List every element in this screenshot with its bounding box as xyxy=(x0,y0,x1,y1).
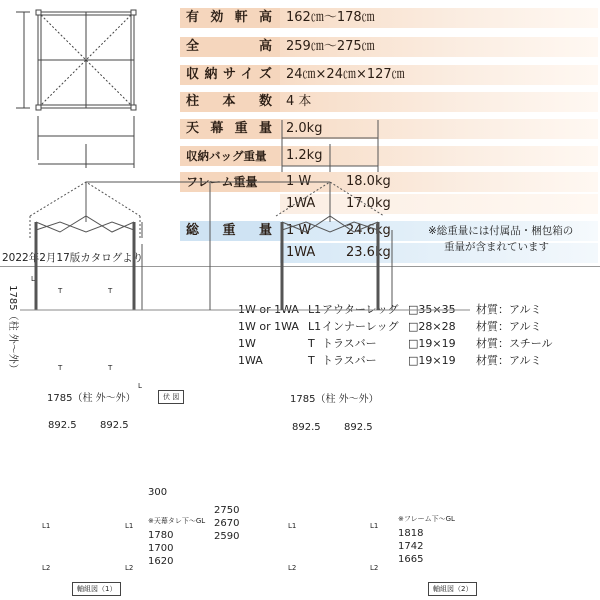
part-material: 材質：アルミ xyxy=(476,303,542,316)
truss-label: T xyxy=(108,364,113,372)
part-code: T xyxy=(308,337,315,350)
leg-label: L1 xyxy=(288,522,297,530)
part-size: □35×35 xyxy=(408,303,456,316)
plan-dim-side: 1785（柱 外〜外） xyxy=(6,285,18,374)
part-material: 材質：スチール xyxy=(476,337,553,350)
spec-value: 24㎝×24㎝×127㎝ xyxy=(280,65,598,85)
plan-tag: 伏 図 xyxy=(158,390,184,404)
total-height: 2670 xyxy=(214,518,240,529)
weight-value: 17.0kg xyxy=(346,196,391,211)
leg-label: L xyxy=(31,275,35,283)
part-code: L1 xyxy=(308,320,322,333)
spec-label: 有効軒高 xyxy=(180,8,280,28)
elev2-height: 1742 xyxy=(398,541,424,552)
leg-label: L1 xyxy=(125,522,134,530)
part-row xyxy=(238,352,542,368)
total-height: 2750 xyxy=(214,505,240,516)
part-model: 1WA xyxy=(238,354,263,367)
weight-value: 23.6kg xyxy=(346,245,391,260)
leg-corner xyxy=(131,10,136,15)
elev2-dim-half: 892.5 xyxy=(292,422,321,433)
truss-label: T xyxy=(108,287,113,295)
spec-label: 全高 xyxy=(180,37,280,57)
leg-corner xyxy=(36,10,41,15)
part-material: 材質：アルミ xyxy=(476,320,542,333)
weight-model: 1 W xyxy=(286,174,312,189)
spec-label: 総重量 xyxy=(180,221,280,241)
elev2-dim-half: 892.5 xyxy=(344,422,373,433)
weight-value: 18.0kg xyxy=(346,174,391,189)
elev1-height: 1620 xyxy=(148,556,174,567)
spec-label: 収納バッグ重量 xyxy=(180,146,280,166)
leg-label: L1 xyxy=(42,522,51,530)
part-code: L1 xyxy=(308,303,322,316)
weight-model: 1WA xyxy=(286,245,316,260)
plan-view xyxy=(16,10,136,168)
spec-label: フレーム重量 xyxy=(180,172,280,192)
elev2-dim-top: 1785（柱 外〜外） xyxy=(290,394,379,405)
elev2-height: 1665 xyxy=(398,554,424,565)
part-name: トラスバー xyxy=(322,337,377,350)
truss-label: T xyxy=(58,287,63,295)
elevation-1 xyxy=(20,182,470,310)
part-name: インナーレッグ xyxy=(322,320,399,333)
elev1-note: ※天幕タレ下〜GL xyxy=(148,517,206,525)
part-size: □19×19 xyxy=(408,354,456,367)
part-row xyxy=(238,335,553,351)
elev2-height: 1818 xyxy=(398,528,424,539)
plan-dim-half: 892.5 xyxy=(100,420,129,431)
truss-label: T xyxy=(58,364,63,372)
elev2-tag: 軸組図（2） xyxy=(428,582,477,596)
plan-dim-half: 892.5 xyxy=(48,420,77,431)
leg-label: L2 xyxy=(288,564,297,572)
spec-value: 4 本 xyxy=(280,92,598,112)
leg-label: L2 xyxy=(370,564,379,572)
spec-label: 収納サイズ xyxy=(180,65,280,85)
leg-label: L2 xyxy=(125,564,134,572)
leg-corner xyxy=(36,105,41,110)
weight-model: 1 W xyxy=(286,223,312,238)
canopy xyxy=(30,182,140,216)
spec-label: 天幕重量 xyxy=(180,119,280,139)
weight-note-line2: 重量が含まれています xyxy=(444,241,549,253)
plan-dim-bottom: 1785（柱 外〜外） xyxy=(47,393,136,404)
leg-corner xyxy=(131,105,136,110)
part-model: 1W or 1WA xyxy=(238,303,299,316)
total-height: 2590 xyxy=(214,531,240,542)
part-code: T xyxy=(308,354,315,367)
part-model: 1W xyxy=(238,337,256,350)
elevation-2 xyxy=(276,120,392,310)
spec-value: 259㎝〜275㎝ xyxy=(280,37,598,57)
part-size: □28×28 xyxy=(408,320,456,333)
leg-label: L2 xyxy=(42,564,51,572)
truss xyxy=(36,216,134,232)
leg-label: L1 xyxy=(370,522,379,530)
part-name: トラスバー xyxy=(322,354,377,367)
spec-value: 1.2kg xyxy=(280,146,598,166)
elev2-note: ※フレーム下〜GL xyxy=(398,515,455,523)
weight-model: 1WA xyxy=(286,196,316,211)
weight-value: 24.6kg xyxy=(346,223,391,238)
part-material: 材質：アルミ xyxy=(476,354,542,367)
weight-note: ※総重量には付属品・梱包箱の xyxy=(428,225,574,237)
part-size: □19×19 xyxy=(408,337,456,350)
elev1-tag: 軸組図（1） xyxy=(72,582,121,596)
elev1-height: 1700 xyxy=(148,543,174,554)
part-model: 1W or 1WA xyxy=(238,320,299,333)
catalog-note: 2022年2月17版カタログより xyxy=(2,252,144,264)
part-name: アウターレッグ xyxy=(322,303,399,316)
spec-value: 162㎝〜178㎝ xyxy=(280,8,598,28)
elev1-height: 1780 xyxy=(148,530,174,541)
truss xyxy=(36,222,134,232)
truss xyxy=(282,222,378,232)
spec-value: 2.0kg xyxy=(280,119,598,139)
leg-label: L xyxy=(138,382,142,390)
eave-dim: 300 xyxy=(148,487,168,498)
spec-label: 柱本数 xyxy=(180,92,280,112)
